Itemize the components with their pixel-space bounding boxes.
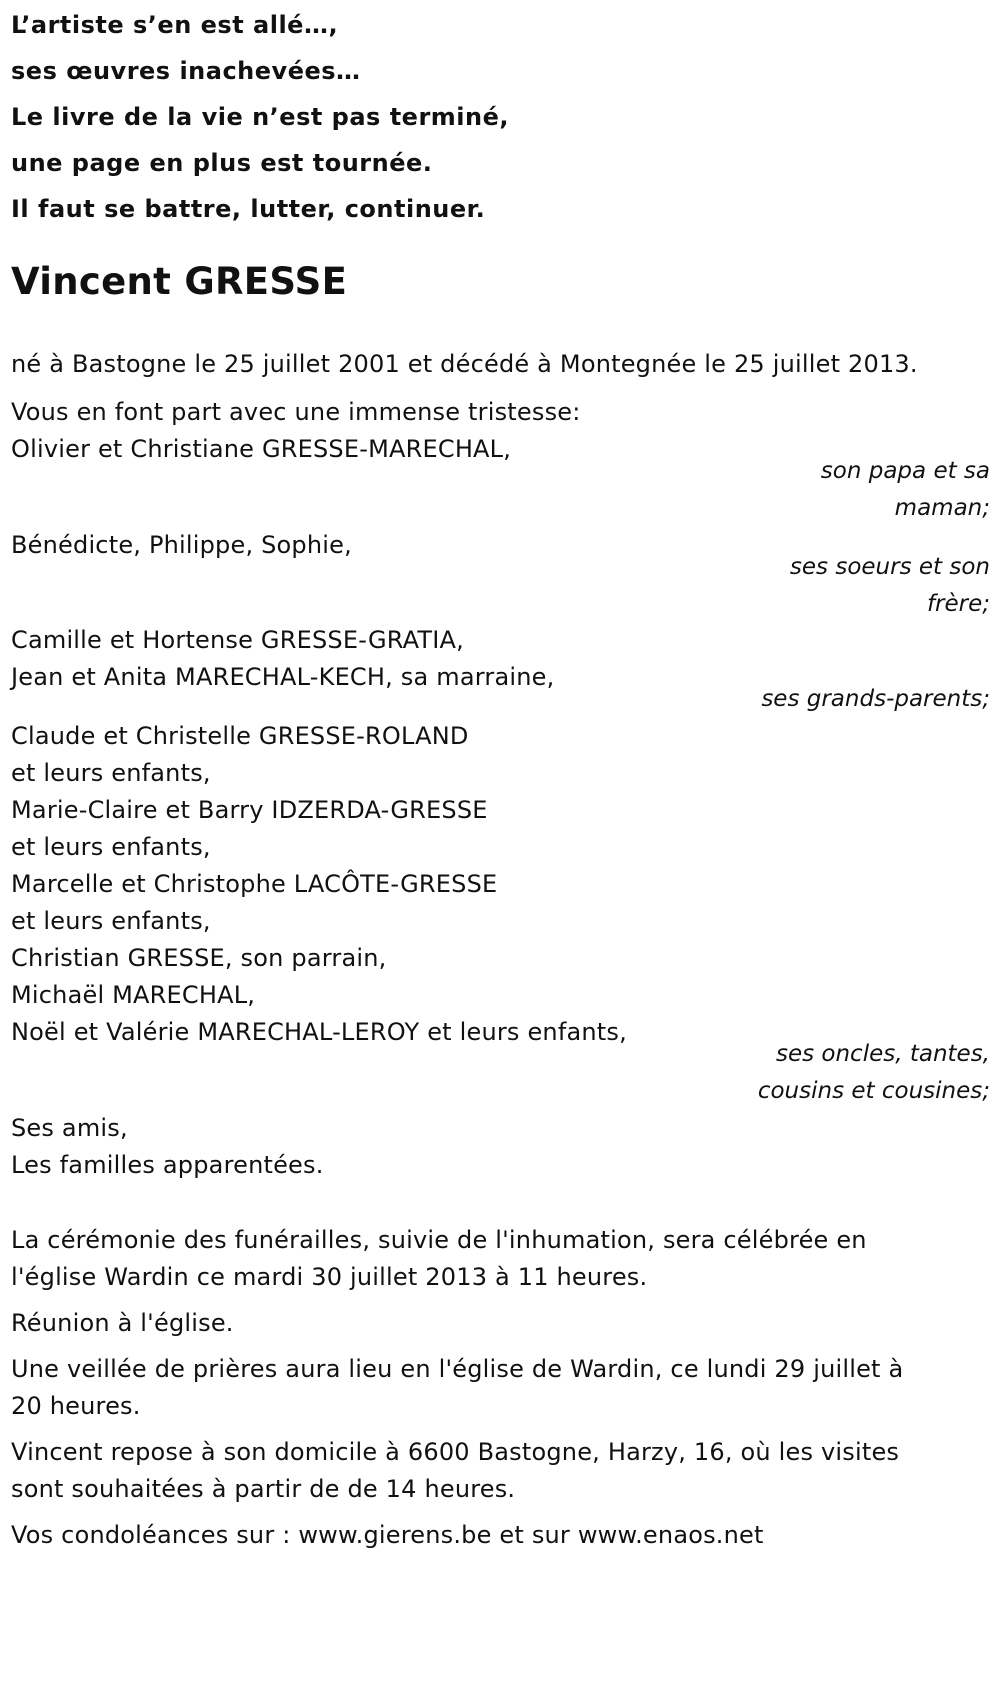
condolences-line: Vos condoléances sur : www.gierens.be et sur www.enaos.net	[11, 1521, 764, 1549]
announcement-line: Vous en font part avec une immense tristesse:	[11, 398, 581, 426]
repose-line-2: sont souhaitées à partir de de 14 heures.	[11, 1475, 516, 1503]
ceremony-line-1: La cérémonie des funérailles, suivie de l'inhumation, sera célébrée en	[11, 1226, 867, 1254]
family-uncles-9: Noël et Valérie MARECHAL-LEROY et leurs enfants,	[11, 1018, 627, 1046]
family-parents: Olivier et Christiane GRESSE-MARECHAL,	[11, 435, 512, 463]
friends-line-2: Les familles apparentées.	[11, 1151, 324, 1179]
relation-parents-2: maman;	[894, 495, 990, 521]
vigil-line-1: Une veillée de prières aura lieu en l'église de Wardin, ce lundi 29 juillet à	[11, 1355, 904, 1383]
family-uncles-8: Michaël MARECHAL,	[11, 981, 256, 1009]
family-grandparents-1: Camille et Hortense GRESSE-GRATIA,	[11, 626, 464, 654]
ceremony-line-2: l'église Wardin ce mardi 30 juillet 2013 à 11 heures.	[11, 1263, 648, 1291]
relation-uncles-2: cousins et cousines;	[757, 1078, 990, 1104]
friends-line-1: Ses amis,	[11, 1114, 128, 1142]
family-siblings: Bénédicte, Philippe, Sophie,	[11, 531, 352, 559]
family-uncles-2: et leurs enfants,	[11, 759, 211, 787]
meeting-line: Réunion à l'église.	[11, 1309, 234, 1337]
repose-line-1: Vincent repose à son domicile à 6600 Bastogne, Harzy, 16, où les visites	[11, 1438, 900, 1466]
family-uncles-1: Claude et Christelle GRESSE-ROLAND	[11, 722, 469, 750]
relation-uncles-1: ses oncles, tantes,	[775, 1041, 990, 1067]
poem-line-5: Il faut se battre, lutter, continuer.	[11, 195, 486, 223]
deceased-name: Vincent GRESSE	[11, 260, 348, 303]
poem-line-2: ses œuvres inachevées…	[11, 57, 361, 85]
relation-siblings-2: frère;	[926, 591, 990, 617]
family-uncles-7: Christian GRESSE, son parrain,	[11, 944, 387, 972]
family-uncles-5: Marcelle et Christophe LACÔTE-GRESSE	[11, 870, 498, 898]
relation-grandparents: ses grands-parents;	[761, 686, 990, 712]
family-grandparents-2: Jean et Anita MARECHAL-KECH, sa marraine,	[11, 663, 555, 691]
poem-line-1: L’artiste s’en est allé…,	[11, 11, 339, 39]
family-uncles-6: et leurs enfants,	[11, 907, 211, 935]
relation-parents-1: son papa et sa	[820, 458, 990, 484]
family-uncles-4: et leurs enfants,	[11, 833, 211, 861]
poem-line-4: une page en plus est tournée.	[11, 149, 433, 177]
birth-death-line: né à Bastogne le 25 juillet 2001 et décédé à Montegnée le 25 juillet 2013.	[11, 350, 918, 378]
poem-line-3: Le livre de la vie n’est pas terminé,	[11, 103, 509, 131]
vigil-line-2: 20 heures.	[11, 1392, 141, 1420]
relation-siblings-1: ses soeurs et son	[789, 554, 990, 580]
family-uncles-3: Marie-Claire et Barry IDZERDA-GRESSE	[11, 796, 488, 824]
